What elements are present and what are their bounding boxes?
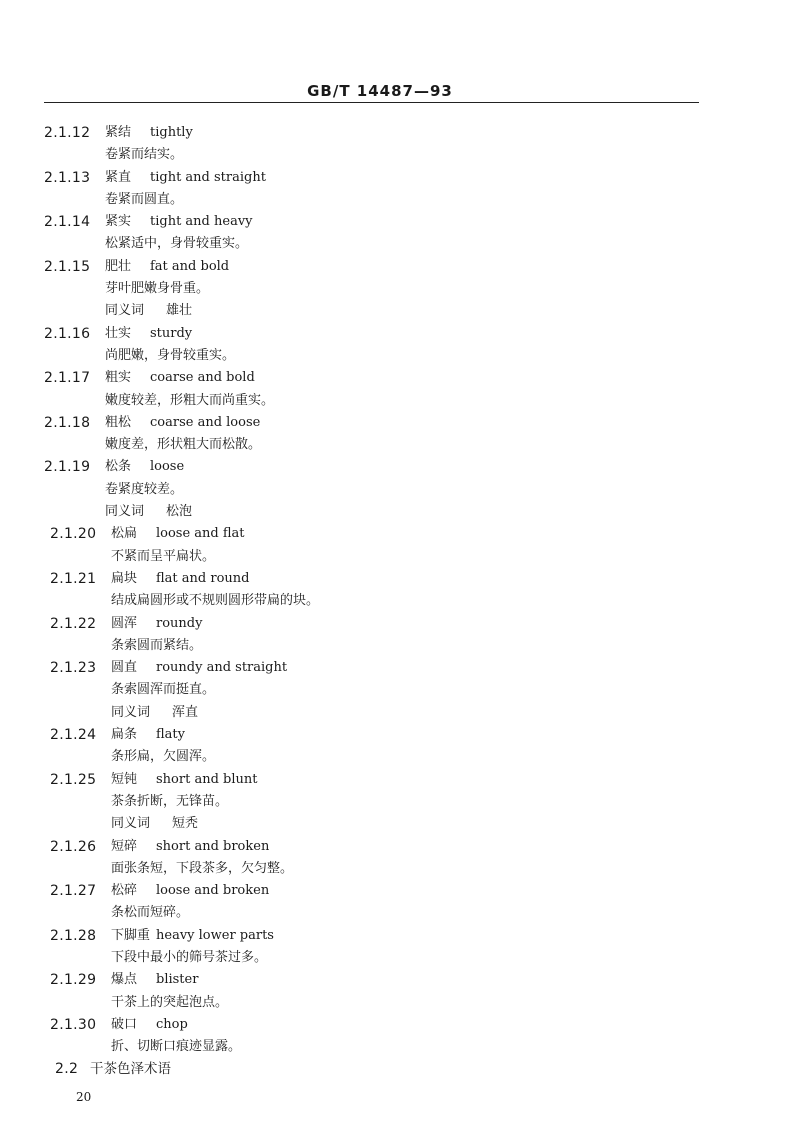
term-number: 2.1.28 <box>50 927 97 944</box>
term-number: 2.1.22 <box>50 615 97 632</box>
synonym-label: 同义词 <box>111 816 151 832</box>
term-number: 2.1.25 <box>50 771 97 788</box>
page-header: GB/T 14487—93 <box>307 82 453 100</box>
term-chinese: 壮实 <box>105 325 132 341</box>
term-definition: 下段中最小的筛号茶过多。 <box>111 949 268 965</box>
term-definition: 卷紧度较差。 <box>105 481 184 497</box>
term-chinese: 紧直 <box>105 169 132 185</box>
term-number: 2.1.18 <box>44 414 91 431</box>
synonym-label: 同义词 <box>111 704 151 720</box>
term-number: 2.1.26 <box>50 838 97 855</box>
term-definition: 条索圆而紧结。 <box>111 637 203 653</box>
term-entry <box>0 456 800 523</box>
term-english: tightly <box>150 125 193 140</box>
term-entry <box>0 969 800 1014</box>
term-english: loose and flat <box>156 526 245 542</box>
term-definition: 芽叶肥嫩身骨重。 <box>105 281 210 297</box>
term-number: 2.1.24 <box>50 727 97 744</box>
term-chinese: 粗松 <box>105 414 132 430</box>
term-definition: 松紧适中，身骨较重实。 <box>105 236 249 252</box>
term-chinese: 爆点 <box>111 972 138 988</box>
term-definition: 不紧而呈平扁状。 <box>111 548 216 564</box>
term-english: heavy lower parts <box>156 927 274 943</box>
term-entry <box>0 925 800 970</box>
header-rule <box>44 102 699 103</box>
term-number: 2.1.29 <box>50 972 97 989</box>
term-definition: 嫩度差，形状粗大而松散。 <box>105 437 262 453</box>
term-english: sturdy <box>150 325 193 341</box>
term-number: 2.1.23 <box>50 660 97 677</box>
synonym-label: 同义词 <box>105 303 145 319</box>
term-definition: 嫩度较差，形粗大而尚重实。 <box>105 392 275 408</box>
term-chinese: 肥壮 <box>105 258 132 274</box>
term-definition: 折、切断口痕迹显露。 <box>111 1039 242 1055</box>
term-english: coarse and loose <box>150 414 261 430</box>
term-english: fat and bold <box>150 258 230 274</box>
term-entry <box>0 256 800 323</box>
term-chinese: 圆直 <box>111 660 138 676</box>
term-chinese: 扁条 <box>111 727 138 743</box>
term-entry <box>0 836 800 881</box>
term-english: loose <box>150 459 185 475</box>
term-definition: 条松而短碎。 <box>111 905 190 921</box>
term-english: tight and heavy <box>150 214 253 230</box>
term-chinese: 短碎 <box>111 838 138 854</box>
term-number: 2.1.12 <box>44 125 91 141</box>
term-english: roundy and straight <box>156 660 288 676</box>
synonym-word: 短秃 <box>172 816 199 832</box>
term-number: 2.1.17 <box>44 370 91 387</box>
term-synonym <box>105 300 192 322</box>
term-chinese: 松条 <box>105 459 132 475</box>
term-english: roundy <box>156 615 203 631</box>
term-number: 2.1.19 <box>44 459 91 476</box>
term-synonym <box>111 813 198 835</box>
term-chinese: 圆浑 <box>111 615 138 631</box>
term-entry <box>0 211 800 256</box>
term-list <box>0 122 800 1080</box>
term-chinese: 破口 <box>111 1016 138 1032</box>
term-entry <box>0 657 800 724</box>
term-entry <box>0 724 800 769</box>
term-entry <box>0 769 800 836</box>
term-definition: 卷紧而结实。 <box>105 147 184 163</box>
term-number: 2.1.20 <box>50 526 97 543</box>
term-synonym <box>105 501 192 523</box>
synonym-word: 雄壮 <box>166 303 193 319</box>
term-definition: 条索圆浑而挺直。 <box>111 682 216 698</box>
term-chinese: 下脚重 <box>111 927 151 943</box>
term-english: tight and straight <box>150 169 266 185</box>
synonym-label: 同义词 <box>105 504 145 520</box>
term-definition: 干茶上的突起泡点。 <box>111 994 229 1010</box>
term-chinese: 扁块 <box>111 570 138 586</box>
term-definition: 条形扁，欠圆浑。 <box>111 749 216 765</box>
term-english: flat and round <box>156 570 250 586</box>
term-entry <box>0 367 800 412</box>
term-entry <box>0 568 800 613</box>
term-definition: 卷紧而圆直。 <box>105 191 184 207</box>
section-heading <box>0 1058 800 1080</box>
term-chinese: 松碎 <box>111 883 138 899</box>
term-number: 2.1.30 <box>50 1016 97 1033</box>
term-entry <box>0 412 800 457</box>
term-entry <box>0 1014 800 1059</box>
section-title: 干茶色泽术语 <box>90 1061 171 1078</box>
term-entry <box>0 613 800 658</box>
term-definition: 面张条短，下段茶多，欠匀整。 <box>111 860 294 876</box>
term-chinese: 粗实 <box>105 370 132 386</box>
term-entry <box>0 523 800 568</box>
term-entry <box>0 122 800 167</box>
term-number: 2.1.16 <box>44 325 91 342</box>
term-chinese: 短钝 <box>111 771 138 787</box>
term-english: short and blunt <box>156 771 258 787</box>
term-number: 2.1.14 <box>44 214 91 231</box>
term-chinese: 紧结 <box>105 125 132 140</box>
term-definition: 茶条折断，无锋苗。 <box>111 793 229 809</box>
term-number: 2.1.21 <box>50 570 97 587</box>
term-english: blister <box>156 972 199 988</box>
term-chinese: 松扁 <box>111 526 138 542</box>
term-chinese: 紧实 <box>105 214 132 230</box>
section-number: 2.2 <box>55 1061 79 1078</box>
term-entry <box>0 323 800 368</box>
term-english: loose and broken <box>156 883 270 899</box>
term-english: chop <box>156 1016 188 1032</box>
term-synonym <box>111 702 198 724</box>
term-number: 2.1.15 <box>44 258 91 275</box>
term-entry <box>0 167 800 212</box>
synonym-word: 松泡 <box>166 504 193 520</box>
synonym-word: 浑直 <box>172 704 199 720</box>
term-definition: 结成扁圆形或不规则圆形带扁的块。 <box>111 593 320 609</box>
term-english: flaty <box>156 727 185 743</box>
term-english: coarse and bold <box>150 370 255 386</box>
page-number: 20 <box>76 1090 92 1104</box>
term-definition: 尚肥嫩，身骨较重实。 <box>105 347 236 363</box>
term-number: 2.1.27 <box>50 883 97 900</box>
term-english: short and broken <box>156 838 270 854</box>
term-entry <box>0 880 800 925</box>
term-number: 2.1.13 <box>44 169 91 186</box>
